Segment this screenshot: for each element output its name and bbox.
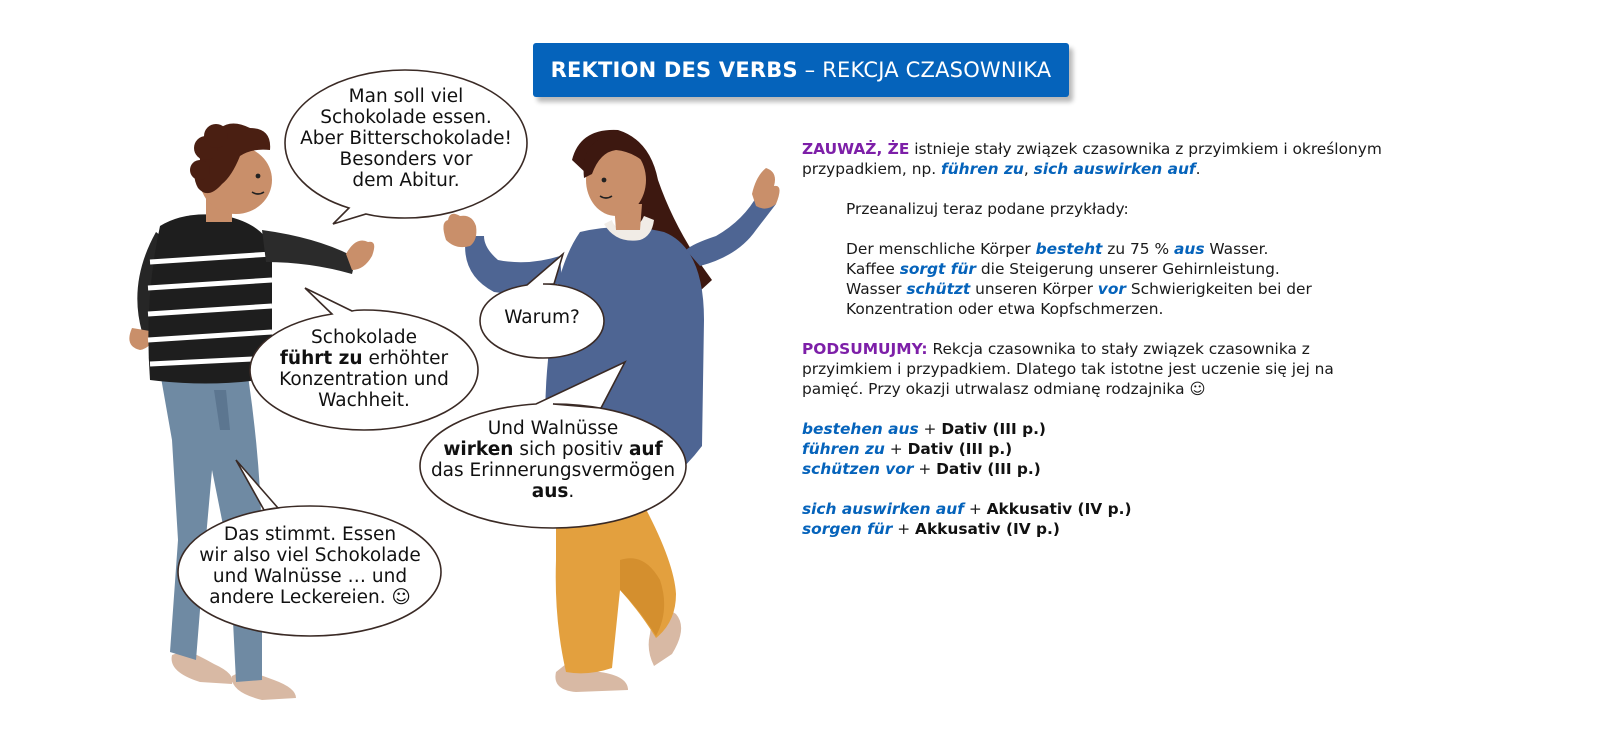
rule-plus: + <box>884 440 908 458</box>
bubble-4-line: Und Walnüsse <box>487 418 619 439</box>
summary-text: Rekcja czasownika to stały związek czasownika z przyimkiem i przypadkiem. Dlatego tak istotne jest uczenie się jej na pamięć. Przy okazji utrwalasz odmianę rodzajnika ☺ <box>802 340 1334 398</box>
bubble-1-text <box>295 86 517 191</box>
rule-line <box>802 419 1402 439</box>
bubble-5-line: andere Leckereien. ☺ <box>209 587 411 608</box>
rule-line <box>802 459 1402 479</box>
rule-plus: + <box>913 460 937 478</box>
bubble-4-end-bold: aus <box>531 481 569 502</box>
ex-verb: schützt <box>906 280 971 298</box>
rule-case: Akkusativ (IV p.) <box>986 500 1132 518</box>
bubble-4-verb: wirken <box>443 439 514 460</box>
note-text: istnieje stały związek czasownika z przyimkiem i określonym przypadkiem, np. <box>802 140 1382 178</box>
rule-verb: führen zu <box>802 440 885 458</box>
ex-prep: aus <box>1174 240 1205 258</box>
ex-text: Schwierigkeiten bei der Konzentration oder etwa Kopfschmerzen. <box>846 280 1312 318</box>
bubble-2-line <box>262 348 466 369</box>
bubble-1-line: Schokolade essen. <box>320 107 492 128</box>
ex-text: Kaffee <box>846 260 900 278</box>
bubble-2-text <box>262 327 466 411</box>
ex-text: zu 75 % <box>1102 240 1175 258</box>
rule-line <box>802 439 1402 459</box>
note-sep: , <box>1023 160 1034 178</box>
note-verb: führen zu <box>941 160 1024 178</box>
rule-case: Dativ (III p.) <box>936 460 1041 478</box>
examples-intro: Przeanalizuj teraz podane przykłady: <box>846 200 1129 218</box>
ex-prep: vor <box>1097 280 1126 298</box>
rule-line <box>802 499 1402 519</box>
bubble-4-text <box>425 418 681 502</box>
bubble-4-prep: auf <box>628 439 663 460</box>
bubble-4-line: das Erinnerungsvermögen <box>430 460 676 481</box>
summary-paragraph <box>802 339 1392 399</box>
example-sentence <box>802 239 1402 259</box>
note-paragraph <box>802 139 1402 179</box>
rule-case: Dativ (III p.) <box>907 440 1013 458</box>
bubble-5-text <box>188 524 432 608</box>
ex-text: Wasser. <box>1204 240 1269 258</box>
note-verb: sich auswirken auf <box>1033 160 1196 178</box>
example-sentence <box>802 279 1321 319</box>
bubble-2-line: Schokolade <box>311 327 417 348</box>
ex-verb: besteht <box>1035 240 1103 258</box>
bubble-5-line: Das stimmt. Essen <box>223 524 397 545</box>
bubble-3-text <box>490 307 594 328</box>
ex-text: Wasser <box>846 280 907 298</box>
ex-verb: sorgt für <box>899 260 976 278</box>
rule-case: Akkusativ (IV p.) <box>915 520 1060 538</box>
bubble-4-mid: sich positiv <box>513 439 629 460</box>
rule-verb: schützen vor <box>802 460 914 478</box>
bubble-1-line: dem Abitur. <box>352 170 460 191</box>
bubble-4-line <box>425 481 681 502</box>
bubble-5-line: wir also viel Schokolade <box>199 545 421 566</box>
note-keyword: ZAUWAŻ, ŻE <box>802 140 910 158</box>
bubble-4-line <box>425 439 681 460</box>
title-bold: REKTION DES VERBS <box>550 58 798 82</box>
rule-line <box>802 519 1402 539</box>
bubble-5-line: und Walnüsse … und <box>212 566 408 587</box>
bubble-1-line: Besonders vor <box>339 149 473 170</box>
ex-text: unseren Körper <box>970 280 1098 298</box>
bubble-1-line: Man soll viel <box>348 86 464 107</box>
bubble-2-line: Konzentration und <box>279 369 449 390</box>
bubble-4-end: . <box>568 481 575 502</box>
example-sentence <box>802 259 1402 279</box>
rule-verb: sich auswirken auf <box>802 500 964 518</box>
rule-case: Dativ (III p.) <box>941 420 1046 438</box>
note-end: . <box>1195 160 1201 178</box>
rule-verb: bestehen aus <box>802 420 919 438</box>
rule-verb: sorgen für <box>802 520 893 538</box>
explanation-panel <box>802 139 1402 539</box>
bubble-2-line: Wachheit. <box>318 390 410 411</box>
rule-plus: + <box>963 500 987 518</box>
ex-text: Der menschliche Körper <box>846 240 1036 258</box>
title-rest: – REKCJA CZASOWNIKA <box>797 58 1052 82</box>
ex-text: die Steigerung unserer Gehirnleistung. <box>976 260 1280 278</box>
bubble-2-rest: erhöhter <box>362 348 449 369</box>
bubble-1-line: Aber Bitterschokolade! <box>300 128 512 149</box>
rule-plus: + <box>892 520 916 538</box>
rule-plus: + <box>918 420 942 438</box>
summary-keyword: PODSUMUJMY: <box>802 340 928 358</box>
bubble-3-line: Warum? <box>504 307 580 328</box>
bubble-2-verb: führt zu <box>279 348 363 369</box>
